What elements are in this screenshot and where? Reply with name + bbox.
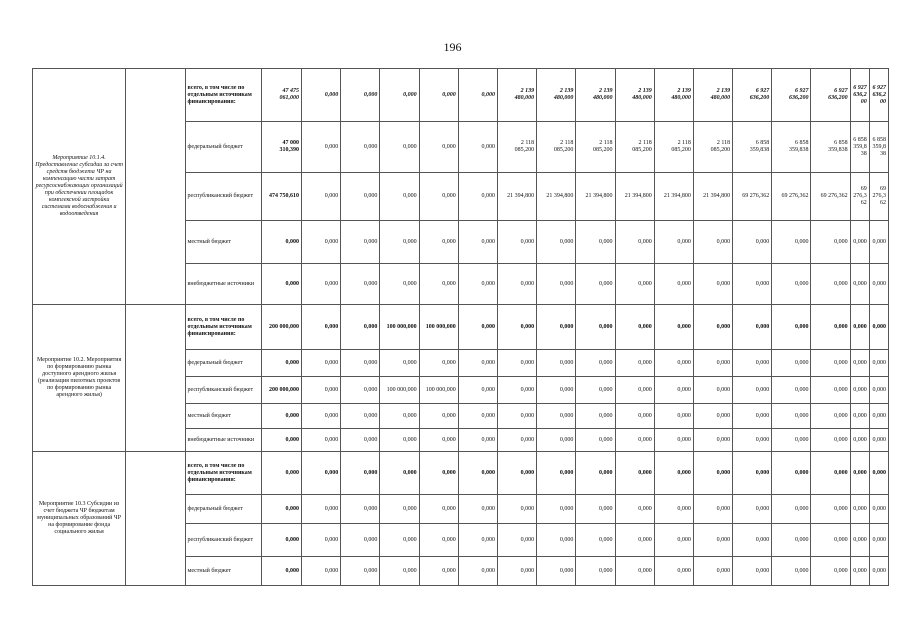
value-cell: 0,000	[772, 404, 811, 429]
value-cell: 0,000	[654, 429, 693, 452]
value-cell: 0,000	[419, 495, 458, 524]
value-cell: 0,000	[380, 429, 419, 452]
value-cell: 0,000	[341, 69, 380, 122]
value-cell: 0,000	[302, 557, 341, 586]
value-cell: 2 139 480,000	[693, 69, 732, 122]
value-cell: 0,000	[733, 429, 772, 452]
value-cell: 0,000	[302, 221, 341, 264]
value-cell: 0,000	[458, 524, 497, 557]
value-cell: 0,000	[497, 557, 536, 586]
value-cell: 100 000,000	[380, 377, 419, 404]
total-cell: 0,000	[261, 350, 301, 377]
funding-source-label: внебюджетные источники	[185, 264, 261, 305]
total-cell: 474 750,610	[261, 173, 301, 221]
value-cell: 0,000	[341, 122, 380, 173]
value-cell: 0,000	[458, 173, 497, 221]
value-cell: 0,000	[302, 404, 341, 429]
value-cell: 0,000	[693, 452, 732, 495]
value-cell: 0,000	[576, 350, 615, 377]
value-cell: 0,000	[458, 377, 497, 404]
value-cell: 0,000	[869, 350, 888, 377]
total-cell: 0,000	[261, 557, 301, 586]
value-cell: 0,000	[772, 557, 811, 586]
funding-source-label: федеральный бюджет	[185, 350, 261, 377]
value-cell: 0,000	[341, 221, 380, 264]
value-cell: 0,000	[458, 122, 497, 173]
value-cell: 0,000	[419, 524, 458, 557]
value-cell: 2 139 480,000	[654, 69, 693, 122]
value-cell: 0,000	[537, 305, 576, 350]
value-cell: 0,000	[497, 221, 536, 264]
value-cell: 0,000	[341, 377, 380, 404]
value-cell: 0,000	[654, 377, 693, 404]
value-cell: 0,000	[811, 350, 850, 377]
value-cell: 0,000	[458, 557, 497, 586]
value-cell: 0,000	[654, 350, 693, 377]
value-cell: 0,000	[772, 429, 811, 452]
funding-source-label: местный бюджет	[185, 221, 261, 264]
funding-source-label: республиканский бюджет	[185, 524, 261, 557]
funding-source-label: федеральный бюджет	[185, 495, 261, 524]
value-cell: 0,000	[341, 173, 380, 221]
value-cell: 0,000	[302, 377, 341, 404]
value-cell: 0,000	[458, 305, 497, 350]
value-cell: 0,000	[733, 524, 772, 557]
value-cell: 0,000	[302, 69, 341, 122]
value-cell: 0,000	[458, 221, 497, 264]
value-cell: 69 276,362	[772, 173, 811, 221]
value-cell: 0,000	[850, 404, 869, 429]
value-cell: 0,000	[458, 404, 497, 429]
funding-source-label: всего, в том числе по отдельным источникам финансирования:	[185, 305, 261, 350]
value-cell: 0,000	[302, 305, 341, 350]
value-cell: 0,000	[693, 377, 732, 404]
value-cell: 0,000	[615, 404, 654, 429]
value-cell: 0,000	[615, 495, 654, 524]
value-cell: 0,000	[419, 122, 458, 173]
table-row	[33, 69, 889, 122]
value-cell: 2 118 085,200	[576, 122, 615, 173]
value-cell: 0,000	[419, 221, 458, 264]
value-cell: 2 139 480,000	[537, 69, 576, 122]
value-cell: 0,000	[869, 377, 888, 404]
value-cell: 0,000	[615, 557, 654, 586]
value-cell: 0,000	[497, 452, 536, 495]
value-cell: 69 276,3 62	[869, 173, 888, 221]
value-cell: 0,000	[811, 452, 850, 495]
value-cell: 0,000	[576, 377, 615, 404]
value-cell: 0,000	[380, 264, 419, 305]
value-cell: 0,000	[811, 404, 850, 429]
value-cell: 0,000	[458, 429, 497, 452]
value-cell: 0,000	[811, 264, 850, 305]
value-cell: 0,000	[615, 264, 654, 305]
value-cell: 0,000	[341, 429, 380, 452]
value-cell: 0,000	[869, 557, 888, 586]
value-cell: 2 118 085,200	[693, 122, 732, 173]
value-cell: 0,000	[537, 404, 576, 429]
value-cell: 0,000	[615, 377, 654, 404]
value-cell: 0,000	[811, 557, 850, 586]
value-cell: 0,000	[850, 305, 869, 350]
value-cell: 2 118 085,200	[497, 122, 536, 173]
value-cell: 0,000	[302, 122, 341, 173]
total-cell: 200 000,000	[261, 305, 301, 350]
value-cell: 0,000	[302, 524, 341, 557]
value-cell: 0,000	[380, 557, 419, 586]
value-cell: 0,000	[772, 452, 811, 495]
value-cell: 0,000	[869, 452, 888, 495]
value-cell: 0,000	[615, 221, 654, 264]
total-cell: 47 000 310,390	[261, 122, 301, 173]
value-cell: 0,000	[733, 377, 772, 404]
funding-source-label: местный бюджет	[185, 557, 261, 586]
value-cell: 0,000	[419, 264, 458, 305]
value-cell: 0,000	[302, 350, 341, 377]
value-cell: 0,000	[615, 452, 654, 495]
value-cell: 0,000	[537, 264, 576, 305]
value-cell: 0,000	[576, 404, 615, 429]
value-cell: 0,000	[341, 452, 380, 495]
value-cell: 0,000	[341, 524, 380, 557]
value-cell: 2 139 480,000	[497, 69, 536, 122]
value-cell: 0,000	[693, 404, 732, 429]
value-cell: 0,000	[850, 264, 869, 305]
funding-source-label: федеральный бюджет	[185, 122, 261, 173]
value-cell: 0,000	[615, 429, 654, 452]
value-cell: 0,000	[850, 429, 869, 452]
page-number: 196	[443, 40, 462, 54]
total-cell: 0,000	[261, 429, 301, 452]
value-cell: 0,000	[419, 69, 458, 122]
total-cell: 47 475 061,000	[261, 69, 301, 122]
value-cell: 21 394,800	[693, 173, 732, 221]
value-cell: 0,000	[693, 264, 732, 305]
value-cell: 0,000	[497, 495, 536, 524]
value-cell: 0,000	[537, 350, 576, 377]
value-cell: 0,000	[497, 377, 536, 404]
value-cell: 0,000	[380, 173, 419, 221]
value-cell: 0,000	[576, 557, 615, 586]
total-cell: 0,000	[261, 495, 301, 524]
value-cell: 2 139 480,000	[615, 69, 654, 122]
value-cell: 0,000	[576, 524, 615, 557]
value-cell: 0,000	[733, 264, 772, 305]
funding-source-label: всего, в том числе по отдельным источникам финансирования:	[185, 452, 261, 495]
value-cell: 0,000	[537, 377, 576, 404]
value-cell: 0,000	[733, 404, 772, 429]
value-cell: 6 858 359,838	[811, 122, 850, 173]
value-cell: 0,000	[615, 350, 654, 377]
value-cell: 0,000	[497, 264, 536, 305]
value-cell: 0,000	[850, 524, 869, 557]
value-cell: 0,000	[419, 173, 458, 221]
value-cell: 0,000	[302, 173, 341, 221]
table-row	[33, 305, 889, 350]
value-cell: 0,000	[419, 557, 458, 586]
value-cell: 0,000	[693, 495, 732, 524]
value-cell: 0,000	[497, 305, 536, 350]
value-cell: 0,000	[869, 221, 888, 264]
value-cell: 69 276,362	[733, 173, 772, 221]
value-cell: 0,000	[869, 264, 888, 305]
value-cell: 0,000	[380, 452, 419, 495]
value-cell: 0,000	[733, 221, 772, 264]
value-cell: 0,000	[654, 452, 693, 495]
value-cell: 0,000	[772, 495, 811, 524]
value-cell: 0,000	[458, 350, 497, 377]
value-cell: 0,000	[850, 221, 869, 264]
value-cell: 6 858 359,838	[733, 122, 772, 173]
value-cell: 0,000	[733, 305, 772, 350]
value-cell: 0,000	[869, 524, 888, 557]
value-cell: 0,000	[380, 221, 419, 264]
value-cell: 100 000,000	[419, 305, 458, 350]
measure-title: Мероприятие 10.1.4. Предоставление субсидии за счет средств бюджета ЧР на компенсацию части затрат ресурсоснабжающих организаций при обеспечении площадок комплексной застройки системами водоснабжения и водоотведения	[33, 69, 126, 305]
value-cell: 0,000	[811, 524, 850, 557]
value-cell: 0,000	[869, 495, 888, 524]
value-cell: 0,000	[615, 305, 654, 350]
value-cell: 6 927 636,200	[811, 69, 850, 122]
table-row	[33, 452, 889, 495]
value-cell: 6 858 359,8 38	[869, 122, 888, 173]
value-cell: 0,000	[869, 305, 888, 350]
value-cell: 0,000	[458, 69, 497, 122]
value-cell: 0,000	[772, 264, 811, 305]
funding-source-label: всего, в том числе по отдельным источникам финансирования:	[185, 69, 261, 122]
value-cell: 2 118 085,200	[615, 122, 654, 173]
value-cell: 0,000	[850, 377, 869, 404]
value-cell: 0,000	[850, 350, 869, 377]
value-cell: 21 394,800	[615, 173, 654, 221]
value-cell: 0,000	[869, 429, 888, 452]
value-cell: 0,000	[537, 557, 576, 586]
measure-title: Мероприятие 10.2. Мероприятия по формированию рынка доступного арендного жилья (реализация пилотных проектов по формированию рынка арендного жилья)	[33, 305, 126, 452]
value-cell: 0,000	[654, 221, 693, 264]
value-cell: 21 394,800	[576, 173, 615, 221]
value-cell: 0,000	[380, 122, 419, 173]
value-cell: 0,000	[302, 429, 341, 452]
value-cell: 0,000	[733, 495, 772, 524]
value-cell: 0,000	[537, 495, 576, 524]
total-cell: 0,000	[261, 452, 301, 495]
measure-title: Мероприятие 10.3 Субсидии из счет бюджета ЧР бюджетам муниципальных образований ЧР на формирование фонда социального жилья	[33, 452, 126, 586]
value-cell: 6 858 359,8 38	[850, 122, 869, 173]
total-cell: 0,000	[261, 524, 301, 557]
value-cell: 6 927 636,200	[772, 69, 811, 122]
value-cell: 0,000	[497, 429, 536, 452]
value-cell: 0,000	[576, 452, 615, 495]
value-cell: 100 000,000	[380, 305, 419, 350]
value-cell: 0,000	[576, 495, 615, 524]
value-cell: 2 118 085,200	[537, 122, 576, 173]
value-cell: 69 276,362	[811, 173, 850, 221]
value-cell: 0,000	[537, 221, 576, 264]
value-cell: 0,000	[576, 221, 615, 264]
value-cell: 0,000	[341, 350, 380, 377]
value-cell: 0,000	[693, 350, 732, 377]
value-cell: 0,000	[419, 350, 458, 377]
value-cell: 0,000	[654, 404, 693, 429]
budget-table	[32, 68, 889, 586]
value-cell: 0,000	[772, 524, 811, 557]
value-cell: 0,000	[850, 452, 869, 495]
value-cell: 0,000	[811, 429, 850, 452]
value-cell: 0,000	[654, 557, 693, 586]
value-cell: 21 394,800	[654, 173, 693, 221]
value-cell: 0,000	[772, 377, 811, 404]
value-cell: 6 927 636,2 00	[850, 69, 869, 122]
executor-cell	[126, 452, 185, 586]
value-cell: 6 927 636,2 00	[869, 69, 888, 122]
value-cell: 0,000	[576, 429, 615, 452]
total-cell: 200 000,000	[261, 377, 301, 404]
value-cell: 0,000	[654, 305, 693, 350]
value-cell: 0,000	[576, 264, 615, 305]
value-cell: 0,000	[654, 264, 693, 305]
value-cell: 0,000	[537, 524, 576, 557]
value-cell: 0,000	[615, 524, 654, 557]
funding-source-label: внебюджетные источники	[185, 429, 261, 452]
value-cell: 100 000,000	[419, 377, 458, 404]
value-cell: 0,000	[733, 350, 772, 377]
total-cell: 0,000	[261, 221, 301, 264]
value-cell: 0,000	[380, 495, 419, 524]
value-cell: 0,000	[419, 429, 458, 452]
value-cell: 2 118 085,200	[654, 122, 693, 173]
value-cell: 0,000	[811, 305, 850, 350]
value-cell: 0,000	[811, 221, 850, 264]
total-cell: 0,000	[261, 264, 301, 305]
value-cell: 6 858 359,838	[772, 122, 811, 173]
value-cell: 0,000	[380, 350, 419, 377]
value-cell: 21 394,800	[497, 173, 536, 221]
value-cell: 0,000	[302, 452, 341, 495]
executor-cell	[126, 69, 185, 305]
total-cell: 0,000	[261, 404, 301, 429]
value-cell: 0,000	[733, 557, 772, 586]
value-cell: 0,000	[850, 495, 869, 524]
value-cell: 0,000	[869, 404, 888, 429]
value-cell: 0,000	[497, 404, 536, 429]
value-cell: 0,000	[772, 221, 811, 264]
value-cell: 0,000	[497, 350, 536, 377]
value-cell: 0,000	[458, 495, 497, 524]
value-cell: 0,000	[693, 429, 732, 452]
value-cell: 0,000	[341, 264, 380, 305]
value-cell: 0,000	[458, 264, 497, 305]
value-cell: 2 139 480,000	[576, 69, 615, 122]
value-cell: 6 927 636,200	[733, 69, 772, 122]
value-cell: 69 276,3 62	[850, 173, 869, 221]
value-cell: 0,000	[811, 495, 850, 524]
value-cell: 0,000	[302, 495, 341, 524]
value-cell: 0,000	[537, 452, 576, 495]
value-cell: 0,000	[380, 524, 419, 557]
value-cell: 0,000	[497, 524, 536, 557]
value-cell: 0,000	[341, 495, 380, 524]
value-cell: 0,000	[341, 557, 380, 586]
value-cell: 0,000	[341, 305, 380, 350]
value-cell: 0,000	[341, 404, 380, 429]
value-cell: 0,000	[693, 524, 732, 557]
value-cell: 0,000	[772, 350, 811, 377]
value-cell: 0,000	[772, 305, 811, 350]
value-cell: 0,000	[419, 404, 458, 429]
value-cell: 0,000	[419, 452, 458, 495]
funding-source-label: республиканский бюджет	[185, 377, 261, 404]
value-cell: 0,000	[576, 305, 615, 350]
value-cell: 0,000	[654, 495, 693, 524]
value-cell: 0,000	[693, 305, 732, 350]
value-cell: 0,000	[733, 452, 772, 495]
value-cell: 0,000	[850, 557, 869, 586]
value-cell: 21 394,800	[537, 173, 576, 221]
value-cell: 0,000	[302, 264, 341, 305]
value-cell: 0,000	[654, 524, 693, 557]
value-cell: 0,000	[380, 69, 419, 122]
value-cell: 0,000	[693, 557, 732, 586]
executor-cell	[126, 305, 185, 452]
value-cell: 0,000	[458, 452, 497, 495]
value-cell: 0,000	[537, 429, 576, 452]
funding-source-label: республиканский бюджет	[185, 173, 261, 221]
funding-source-label: местный бюджет	[185, 404, 261, 429]
value-cell: 0,000	[380, 404, 419, 429]
value-cell: 0,000	[811, 377, 850, 404]
value-cell: 0,000	[693, 221, 732, 264]
